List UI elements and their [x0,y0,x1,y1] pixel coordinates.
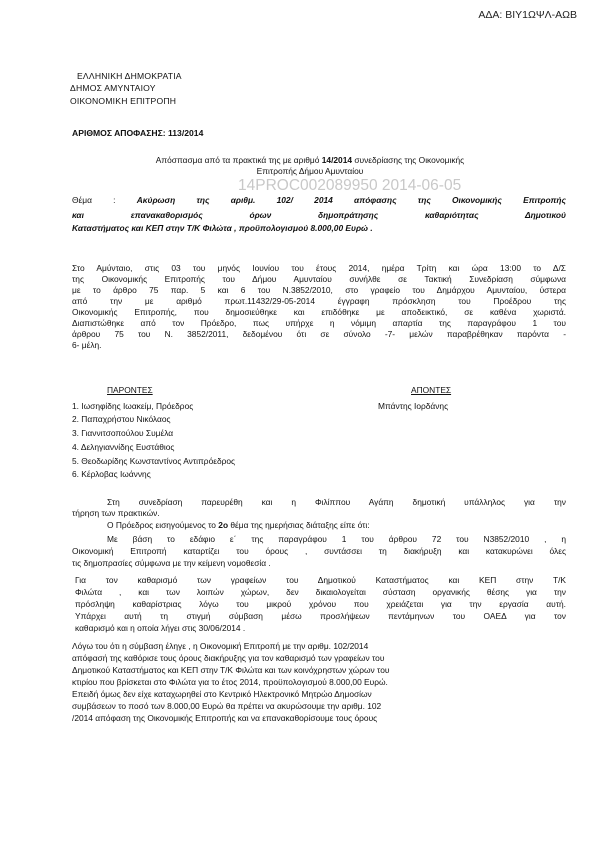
body-line: τις δημοπρασίες σύμφωνα με την κείμενη νομοθεσία . [72,558,271,568]
body-line: Επειδή όμως δεν είχε καταχωρηθεί στο Κεντρικό Ηλεκτρονικό Μητρώο Δημοσίων [72,689,372,699]
body-text: Ο Πρόεδρος εισηγούμενος το [107,520,219,530]
intro-line: 6- μέλη. [72,340,102,350]
present-member: 6. Κέρλοβας Ιωάννης [72,469,151,479]
ada-code: ΑΔΑ: ΒΙΥ1ΩΨΛ-ΑΩΒ [478,9,577,21]
present-member: 1. Ιωσηφίδης Ιωακείμ, Πρόεδρος [72,401,194,411]
header-republic: ΕΛΛΗΝΙΚΗ ΔΗΜΟΚΡΑΤΙΑ [77,71,182,81]
subject-line-2: και επανακαθορισμός όρων δημοπράτησης καθαριότητας Δημοτικού [72,210,566,220]
header-municipality: ΔΗΜΟΣ ΑΜΥΝΤΑΙΟΥ [70,83,156,93]
body-line: /2014 απόφαση της Οικονομικής Επιτροπής και να επανακαθορίσουμε τους όρους [72,713,378,723]
subject-line-3: Καταστήματος και ΚΕΠ στην Τ/Κ Φιλώτα , προϋπολογισμού 8.000,00 Ευρώ . [72,223,373,233]
intro-line: της Οικονομικής Επιτροπής του Δήμου Αμυνταίου συνήλθε σε Τακτική Συνεδρίαση σύμφωνα [72,274,566,284]
absent-member: Μπάντης Ιορδάνης [378,401,449,411]
body-line: Υπάρχει αυτή τη στιγμή σύμβαση μέσω προσλήψεων πεντάμηνων του ΟΑΕΔ για τον [75,611,566,621]
subject-line-1 [72,195,566,206]
body-line: απόφασή της καθόρισε τους όρους διακήρυξης για τον καθαρισμό των γραφείων του [72,653,385,663]
body-line: τήρηση των πρακτικών. [72,508,160,518]
decision-number: ΑΡΙΘΜΟΣ ΑΠΟΦΑΣΗΣ: 113/2014 [72,128,204,138]
present-member: 3. Γιαννιτσοπούλου Συμέλα [72,428,174,438]
body-line: πρόσληψη καθαρίστριας λόγω του μικρού χρόνου που χρειάζεται για την εργασία αυτή. [75,599,566,609]
excerpt-text: Απόσπασμα από τα πρακτικά της με αριθμό [155,155,322,165]
header-committee: ΟΙΚΟΝΟΜΙΚΗ ΕΠΙΤΡΟΠΗ [70,96,177,106]
subject-text: Ακύρωση της αριθμ. 102/ 2014 απόφασης της Οικονομικής Επιτροπής [136,195,566,205]
intro-line: Οικονομικής Επιτροπής, που δημοσιεύθηκε και επιδόθηκε με αποδεικτικό, σε καθένα χωριστά. [72,307,566,317]
body-line: Για τον καθαρισμό των γραφείων του Δημοτικού Καταστήματος και ΚΕΠ στην Τ/Κ [75,575,566,585]
excerpt-text: συνεδρίασης της Οικονομικής [352,155,465,165]
excerpt-line-1 [60,155,560,166]
intro-line: Στο Αμύνταιο, στις 03 του μηνός Ιουνίου του έτους 2014, ημέρα Τρίτη και ώρα 13:00 το Δ/Σ [72,263,566,273]
excerpt-line-2: Επιτροπής Δήμου Αμυνταίου [256,166,364,176]
body-line: Στη συνεδρίαση παρευρέθη και η Φιλίππου Αγάπη δημοτική υπάλληλος για την [107,497,566,507]
topic-number: 2ο [218,520,229,530]
excerpt-session-number: 14/2014 [321,155,353,165]
present-heading: ΠΑΡΟΝΤΕΣ [107,385,153,395]
body-line: συμβάσεων το ποσό των 8.000,00 Ευρώ θα πρέπει να ακυρώσουμε την αριθμ. 102 [72,701,382,711]
body-line [107,520,370,531]
present-member: 2. Παπαχρήστου Νικόλαος [72,414,171,424]
registry-stamp: 14PROC002089950 2014-06-05 [238,177,462,194]
intro-line: άρθρου 75 του Ν. 3852/2011, δεδομένου ότι σε σύνολο -7- μελών παραβρέθηκαν παρόντα - [72,329,566,339]
body-line: κτιρίου που βρίσκεται στο Φιλώτα για το έτος 2014, προϋπολογισμού 8.000,00 Ευρώ. [72,677,388,687]
body-line: Οικονομική Επιτροπή καταρτίζει του όρους , συντάσσει τη διακήρυξη και κατακυρώνει όλες [72,546,566,556]
body-line: Λόγω του ότι η σύμβαση έληγε , η Οικονομική Επιτροπή με την αριθμ. 102/2014 [72,641,369,651]
present-member: 4. Δεληγιαννίδης Ευστάθιος [72,442,175,452]
subject-label: Θέμα : [72,195,137,205]
body-text: θέμα της ημερήσιας διάταξης είπε ότι: [228,520,370,530]
present-member: 5. Θεοδωρίδης Κωνσταντίνος Αντιπρόεδρος [72,456,236,466]
absent-heading: ΑΠΟΝΤΕΣ [411,385,452,395]
intro-line: με το άρθρο 75 παρ. 5 και 6 του Ν.3852/2010, στο γραφείο του Δημάρχου Αμυνταίου, ύστερα [72,285,566,295]
intro-line: Διαπιστώθηκε από τον Πρόεδρο, πως υπήρχε η νόμιμη απαρτία της παραγράφου 1 του [72,318,566,328]
body-line: Δημοτικού Καταστήματος και ΚΕΠ στην Τ/Κ Φιλώτα και των κοινόχρηστων χώρων του [72,665,390,675]
body-line: Φιλώτα , και των λοιπών χώρων, δεν δικαιολογείται σύσταση οργανικής θέσης για την [75,587,566,597]
intro-line: από την με αριθμό πρωτ.11432/29-05-2014 έγγραφη πρόσκληση του Προέδρου της [72,296,566,306]
body-line: Με βάση το εδάφιο ε΄ της παραγράφου 1 του άρθρου 72 του Ν3852/2010 , η [107,534,566,544]
body-line: καθαρισμό και η οποία λήγει στις 30/06/2014 . [75,623,246,633]
